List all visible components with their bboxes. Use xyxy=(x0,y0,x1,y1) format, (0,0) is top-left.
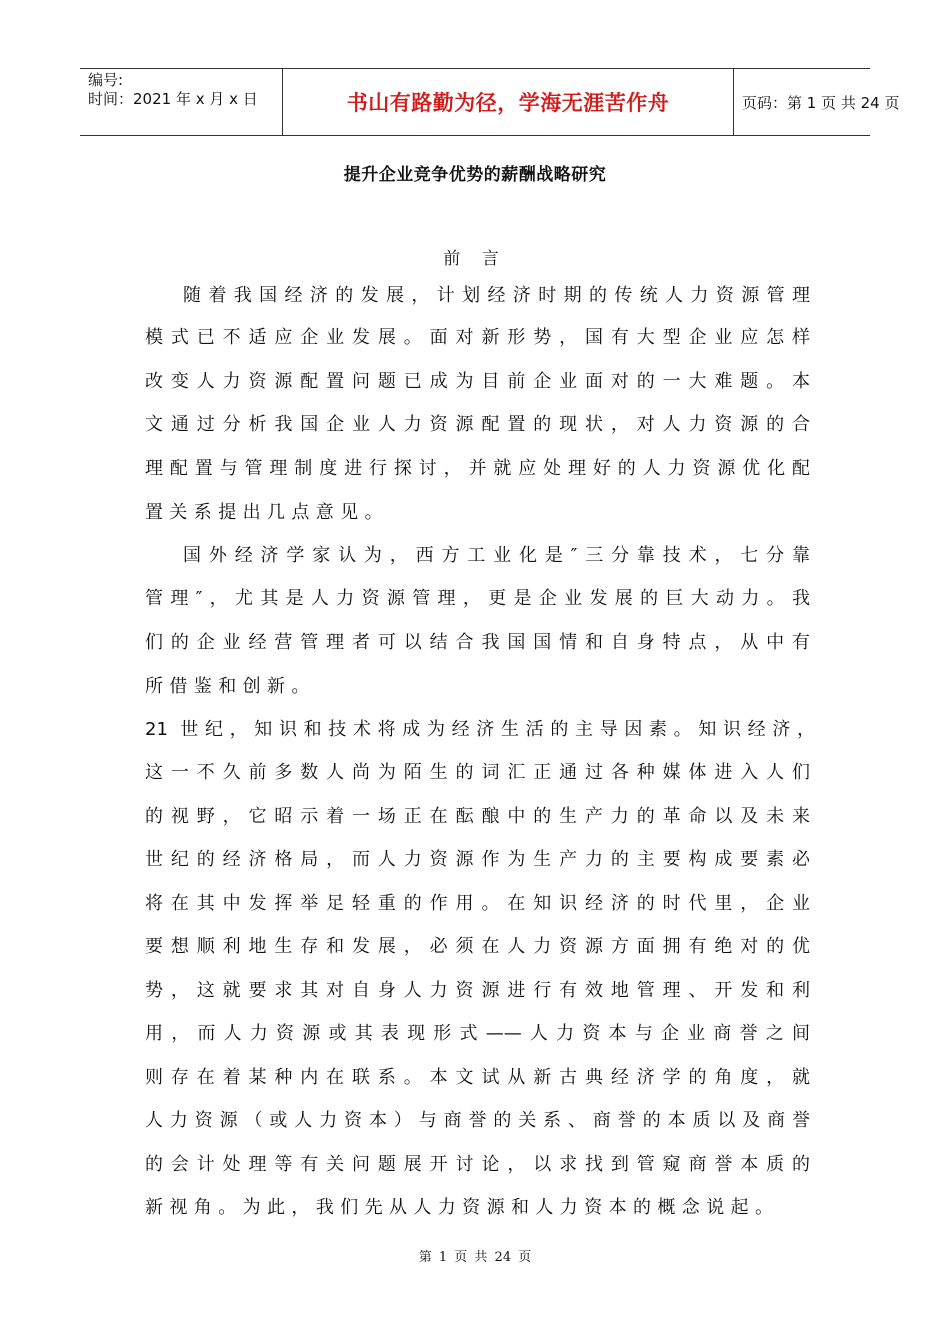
header-page-cell xyxy=(734,69,900,135)
body-line: 置关系提出几点意见。 xyxy=(145,502,389,523)
section-title: 前 言 xyxy=(443,249,507,269)
body-line: 21 世纪，知识和技术将成为经济生活的主导因素。知识经济， xyxy=(145,719,815,740)
header-page-info: 页码：第 1 页 共 24 页 xyxy=(742,93,900,112)
body-line: 将在其中发挥举足轻重的作用。在知识经济的时代里，企业 xyxy=(145,893,810,914)
motto-text: 书山有路勤为径，学海无涯苦作舟 xyxy=(346,91,670,115)
body-line: 则存在着某种内在联系。本文试从新古典经济学的角度，就 xyxy=(145,1067,810,1088)
header-meta xyxy=(80,69,282,135)
body-line: 文通过分析我国企业人力资源配置的现状，对人力资源的合 xyxy=(145,414,810,435)
body-line: 新视角。为此，我们先从人力资源和人力资本的概念说起。 xyxy=(145,1197,780,1218)
body-line: 模式已不适应企业发展。面对新形势，国有大型企业应怎样 xyxy=(145,327,810,348)
header-motto-cell xyxy=(282,69,734,135)
body-line: 人力资源（或人力资本）与商誉的关系、商誉的本质以及商誉 xyxy=(145,1110,810,1131)
body-line: 随着我国经济的发展，计划经济时期的传统人力资源管理 xyxy=(183,285,810,306)
document-title: 提升企业竞争优势的薪酬战略研究 xyxy=(343,165,607,185)
body-line: 管理″，尤其是人力资源管理，更是企业发展的巨大动力。我 xyxy=(145,588,810,609)
page-footer: 第 1 页 共 24 页 xyxy=(418,1250,532,1265)
body-line: 的视野，它昭示着一场正在酝酿中的生产力的革命以及未来 xyxy=(145,806,810,827)
body-line: 用，而人力资源或其表现形式——人力资本与企业商誉之间 xyxy=(145,1023,810,1044)
body-line: 所借鉴和创新。 xyxy=(145,676,316,697)
document-header xyxy=(80,68,900,136)
body-line: 这一不久前多数人尚为陌生的词汇正通过各种媒体进入人们 xyxy=(145,762,810,783)
time-label: 时间：2021 年 x 月 x 日 xyxy=(88,90,258,108)
body-line: 要想顺利地生存和发展，必须在人力资源方面拥有绝对的优 xyxy=(145,936,810,957)
body-line: 势，这就要求其对自身人力资源进行有效地管理、开发和利 xyxy=(145,980,810,1001)
body-line: 改变人力资源配置问题已成为目前企业面对的一大难题。本 xyxy=(145,371,810,392)
body-line: 理配置与管理制度进行探讨，并就应处理好的人力资源优化配 xyxy=(145,458,810,479)
body-line: 们的企业经营管理者可以结合我国国情和自身特点，从中有 xyxy=(145,632,810,653)
number-label: 编号: xyxy=(88,71,124,89)
body-line: 世纪的经济格局，而人力资源作为生产力的主要构成要素必 xyxy=(145,849,810,870)
body-line: 的会计处理等有关问题展开讨论，以求找到管窥商誉本质的 xyxy=(145,1154,810,1175)
body-line: 国外经济学家认为，西方工业化是″三分靠技术，七分靠 xyxy=(183,545,810,566)
